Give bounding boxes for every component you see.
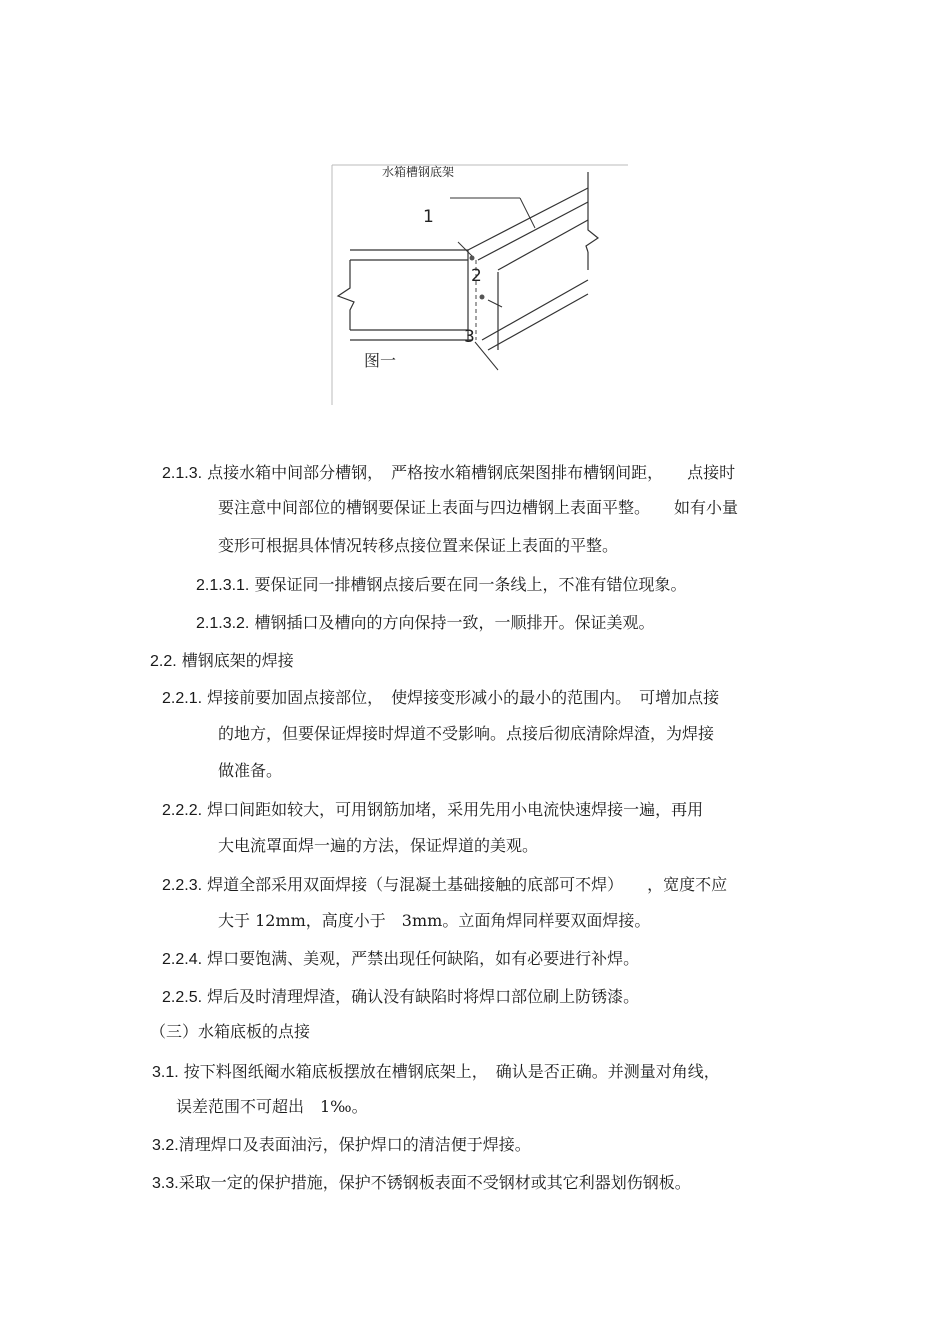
text-line [218,761,282,781]
line-number: 3.3. [152,1175,179,1192]
line-number: 3.2. [152,1137,179,1154]
text-line [218,724,714,744]
text-line-3-2 [152,1135,531,1156]
line-number: 2.2.4. [162,951,203,968]
line-number: 2.2.5. [162,989,203,1006]
line-text: 按下料图纸阉水箱底板摆放在槽钢底架上， 确认是否正确。并测量对角线， [183,1062,720,1081]
line-text: 槽钢底架的焊接 [181,651,294,670]
text-line-2-2-1 [162,688,719,709]
line-text: 焊口间距如较大，可用钢筋加堵，采用先用小电流快速焊接一遍，再用 [207,800,704,819]
text-line-2-2-4 [162,949,639,970]
figure-label-3: 3 [464,327,475,347]
water-tank-frame-figure [330,160,630,410]
line-text: 焊口要饱满、美观，严禁出现任何缺陷，如有必要进行补焊。 [207,949,640,968]
figure-caption: 图一 [364,351,397,370]
text-line-3-3 [152,1173,691,1194]
line-text: 焊道全部采用双面焊接（与混凝土基础接触的底部可不焊） ，宽度不应 [207,875,728,894]
line-text: 焊接前要加固点接部位， 使焊接变形减小的最小的范围内。 可增加点接 [207,688,720,707]
text-line [218,498,738,518]
section-heading-3 [150,1022,310,1042]
line-number: 2.1.3. [162,465,203,482]
text-line [218,536,618,556]
line-text: 误差范围不可超出 1‰。 [176,1097,368,1116]
line-number: 2.1.3.2. [196,615,250,632]
line-number: 2.2.1. [162,690,203,707]
line-number: 2.2.3. [162,877,203,894]
line-text: 做准备。 [218,761,283,780]
text-line-2-1-3-1 [196,575,686,596]
line-text: 槽钢插口及槽向的方向保持一致，一顺排开。保证美观。 [254,613,655,632]
line-number: 3.1. [152,1064,179,1081]
line-text: 要注意中间部位的槽钢要保证上表面与四边槽钢上表面平整。 如有小量 [218,498,739,517]
text-line-3-1 [152,1062,720,1083]
line-number: 2.2. [150,653,177,670]
section-heading-2-2 [150,651,294,672]
text-line-2-2-3 [162,875,727,896]
line-number: 2.2.2. [162,802,203,819]
text-line [176,1097,368,1117]
text-line-2-1-3 [162,463,735,484]
line-number: 2.1.3.1. [196,577,250,594]
text-line-2-2-2 [162,800,703,821]
line-text: 变形可根据具体情况转移点接位置来保证上表面的平整。 [218,536,619,555]
figure-label-1: 1 [423,207,434,227]
line-text: 采取一定的保护措施，保护不锈钢板表面不受钢材或其它利器划伤钢板。 [178,1173,691,1192]
line-text: 的地方，但要保证焊接时焊道不受影响。点接后彻底清除焊渣，为焊接 [218,724,715,743]
text-line-2-1-3-2 [196,613,654,634]
line-text: 大电流罩面焊一遍的方法，保证焊道的美观。 [218,836,539,855]
line-text: （三）水箱底板的点接 [150,1022,311,1041]
line-text: 焊后及时清理焊渣，确认没有缺陷时将焊口部位刷上防锈漆。 [207,987,640,1006]
line-text: 清理焊口及表面油污，保护焊口的清洁便于焊接。 [178,1135,531,1154]
line-text: 大于 12mm，高度小于 3mm。立面角焊同样要双面焊接。 [218,911,651,930]
text-line [218,911,650,931]
text-line [218,836,538,856]
figure-label-2: 2 [471,266,482,286]
figure-title: 水箱槽钢底架 [382,165,455,179]
text-line-2-2-5 [162,987,639,1008]
line-text: 要保证同一排槽钢点接后要在同一条线上，不准有错位现象。 [254,575,687,594]
line-text: 点接水箱中间部分槽钢， 严格按水箱槽钢底架图排布槽钢间距， 点接时 [207,463,736,482]
